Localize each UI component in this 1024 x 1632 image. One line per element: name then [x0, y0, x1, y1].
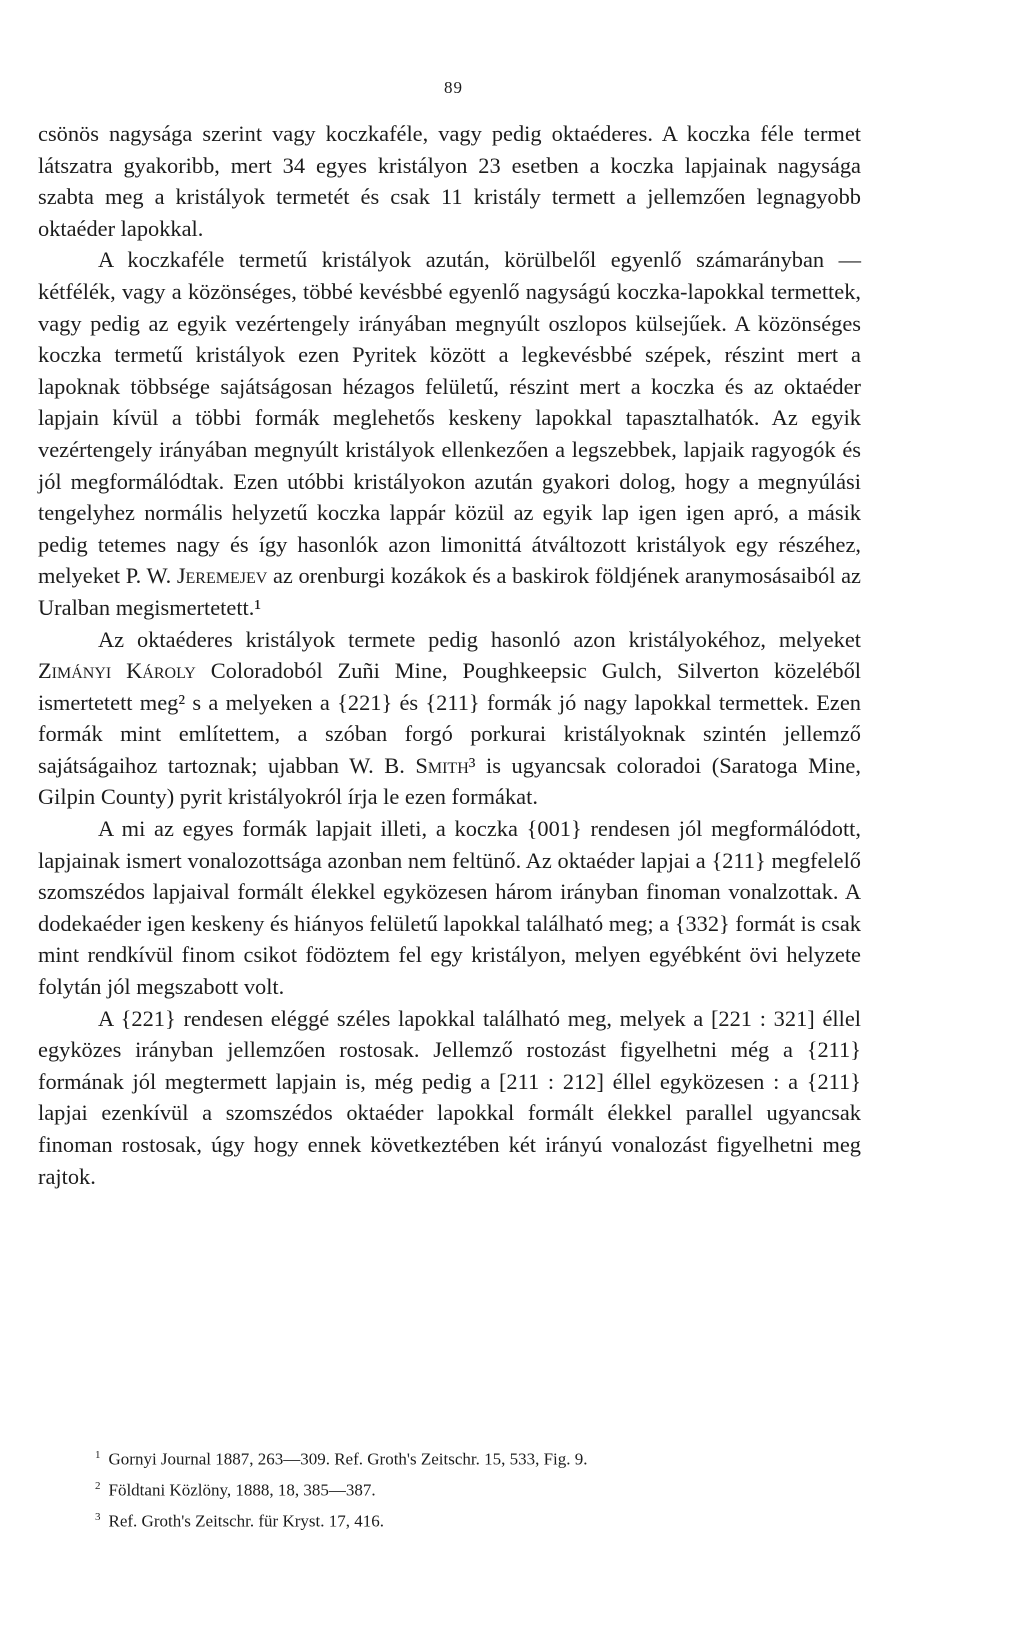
footnote-text: Gornyi Journal 1887, 263—309. Ref. Groth's Zeitschr. 15, 533, Fig. 9. [108, 1449, 588, 1469]
author-name-jeremejev: Jeremejev [176, 563, 268, 589]
page-number: 89 [444, 78, 463, 97]
paragraph-3-end: ³ is ugyancsak coloradoi (Saratoga Mine, Gilpin County) pyrit kristályokról írja le ezen formákat. [38, 752, 861, 810]
paragraph-3 [38, 624, 861, 814]
paragraph-1: csönös nagysága szerint vagy koczkaféle, vagy pedig oktaéderes. A koczka féle termet látszatra gyakoribb, mert 34 egyes kristályon 23 esetben a koczka lapjainak nagysága szabta meg a kristályok termetét és csak 11 kristály termett a jellemzően legnagyobb oktaéder lapokkal. [38, 121, 861, 241]
author-name-smith: Smith [415, 752, 469, 778]
footnote-1 [95, 1442, 855, 1473]
footnote-text: Földtani Közlöny, 1888, 18, 385—387. [108, 1480, 376, 1500]
footnote-mark: 2 [95, 1480, 101, 1493]
footnote-text: Ref. Groth's Zeitschr. für Kryst. 17, 416. [108, 1511, 384, 1531]
footnote-mark: 1 [95, 1449, 101, 1461]
footnote-2 [95, 1473, 855, 1504]
paragraph-4: A mi az egyes formák lapjait illeti, a koczka {001} rendesen jól megformálódott, lapjainak ismert vonalozottsága azonban nem feltünő. Az oktaéder lapjai a {211} megfelelő szomszédos lapjaival formált élekkel egyközesen három irányban finoman vonalzottak. A dodekaéder igen keskeny és hiányos felületű lapokkal található meg; a {332} formát is csak mint rendkívül finom csikot födöztem fel egy kristályon, melyen egyébként övi helyzete folytán jól megszabott volt. [38, 816, 861, 1000]
paragraph-3-middle: Coloradoból Zuñi Mine, Poughkeepsic Gulch, Silverton közeléből ismertetett meg² s a melyeken a {221} és {211} formák jó nagy lapokkal termettek. Ezen formák mint említettem, a szóban forgó porkurai kristályoknak szintén jellemző sajátságaihoz tartoznak; ujabban W. B. [38, 658, 862, 778]
paragraph-2-end: az orenburgi kozákok és a baskirok földjének aranymosásaiból az Uralban megismertetett.¹ [38, 563, 861, 620]
paragraph-2-text: A koczkaféle termetű kristályok azután, körülbelől egyenlő számarányban — kétfélék, vagy a közönséges, többé kevésbbé egyenlő nagyságú koczka-lapokkal termettek, vagy pedig az egyik vezértengely irányában megnyúlt oszlopos külsejűek. A közönséges koczka termetű kristályok ezen Pyritek között a legkevésbbé szépek, részint mert a lapoknak többsége sajátságosan hézagos felületű, részint mert a koczka és az oktaéder lapjain kívül a többi formák meglehetős keskeny lapokkal tapasztalhatók. Az egyik vezértengely irányában megnyúlt kristályok ellenkezően a legszebbek, lapjaik ragyogók és jól megformálódtak. Ezen utóbbi kristályokon azután gyakori dolog, hogy a megnyúlási tengelyhez normális helyzetű koczka lappár közül az egyik lap igen igen apró, a másik pedig tetemes nagy és így hasonlók azon limonittá átváltozott kristályok egy részéhez, melyeket P. W. [38, 247, 861, 589]
footnotes [95, 1442, 855, 1535]
author-name-zimanyi: Zimányi Károly [38, 658, 196, 684]
body-text [38, 118, 861, 1192]
footnote-mark: 3 [95, 1511, 101, 1524]
footnote-3 [95, 1504, 855, 1535]
paragraph-3-text: Az oktaéderes kristályok termete pedig hasonló azon kristályokéhoz, melyeket [98, 626, 861, 652]
paragraph-5: A {221} rendesen eléggé széles lapokkal található meg, melyek a [221 : 321] éllel egyközes irányban jellemzően rostosak. Jellemző rostozást figyelhetni még a {211} formának jól megtermett lapjain is, még pedig a [211 : 212] éllel egyközesen : a {211} lapjai ezenkívül a szomszédos oktaéder lapokkal formált élekkel parallel ugyancsak finoman rostosak, úgy hogy ennek következtében két irányú vonalozást figyelhetni meg rajtok. [38, 1005, 861, 1189]
paragraph-2 [38, 244, 861, 623]
